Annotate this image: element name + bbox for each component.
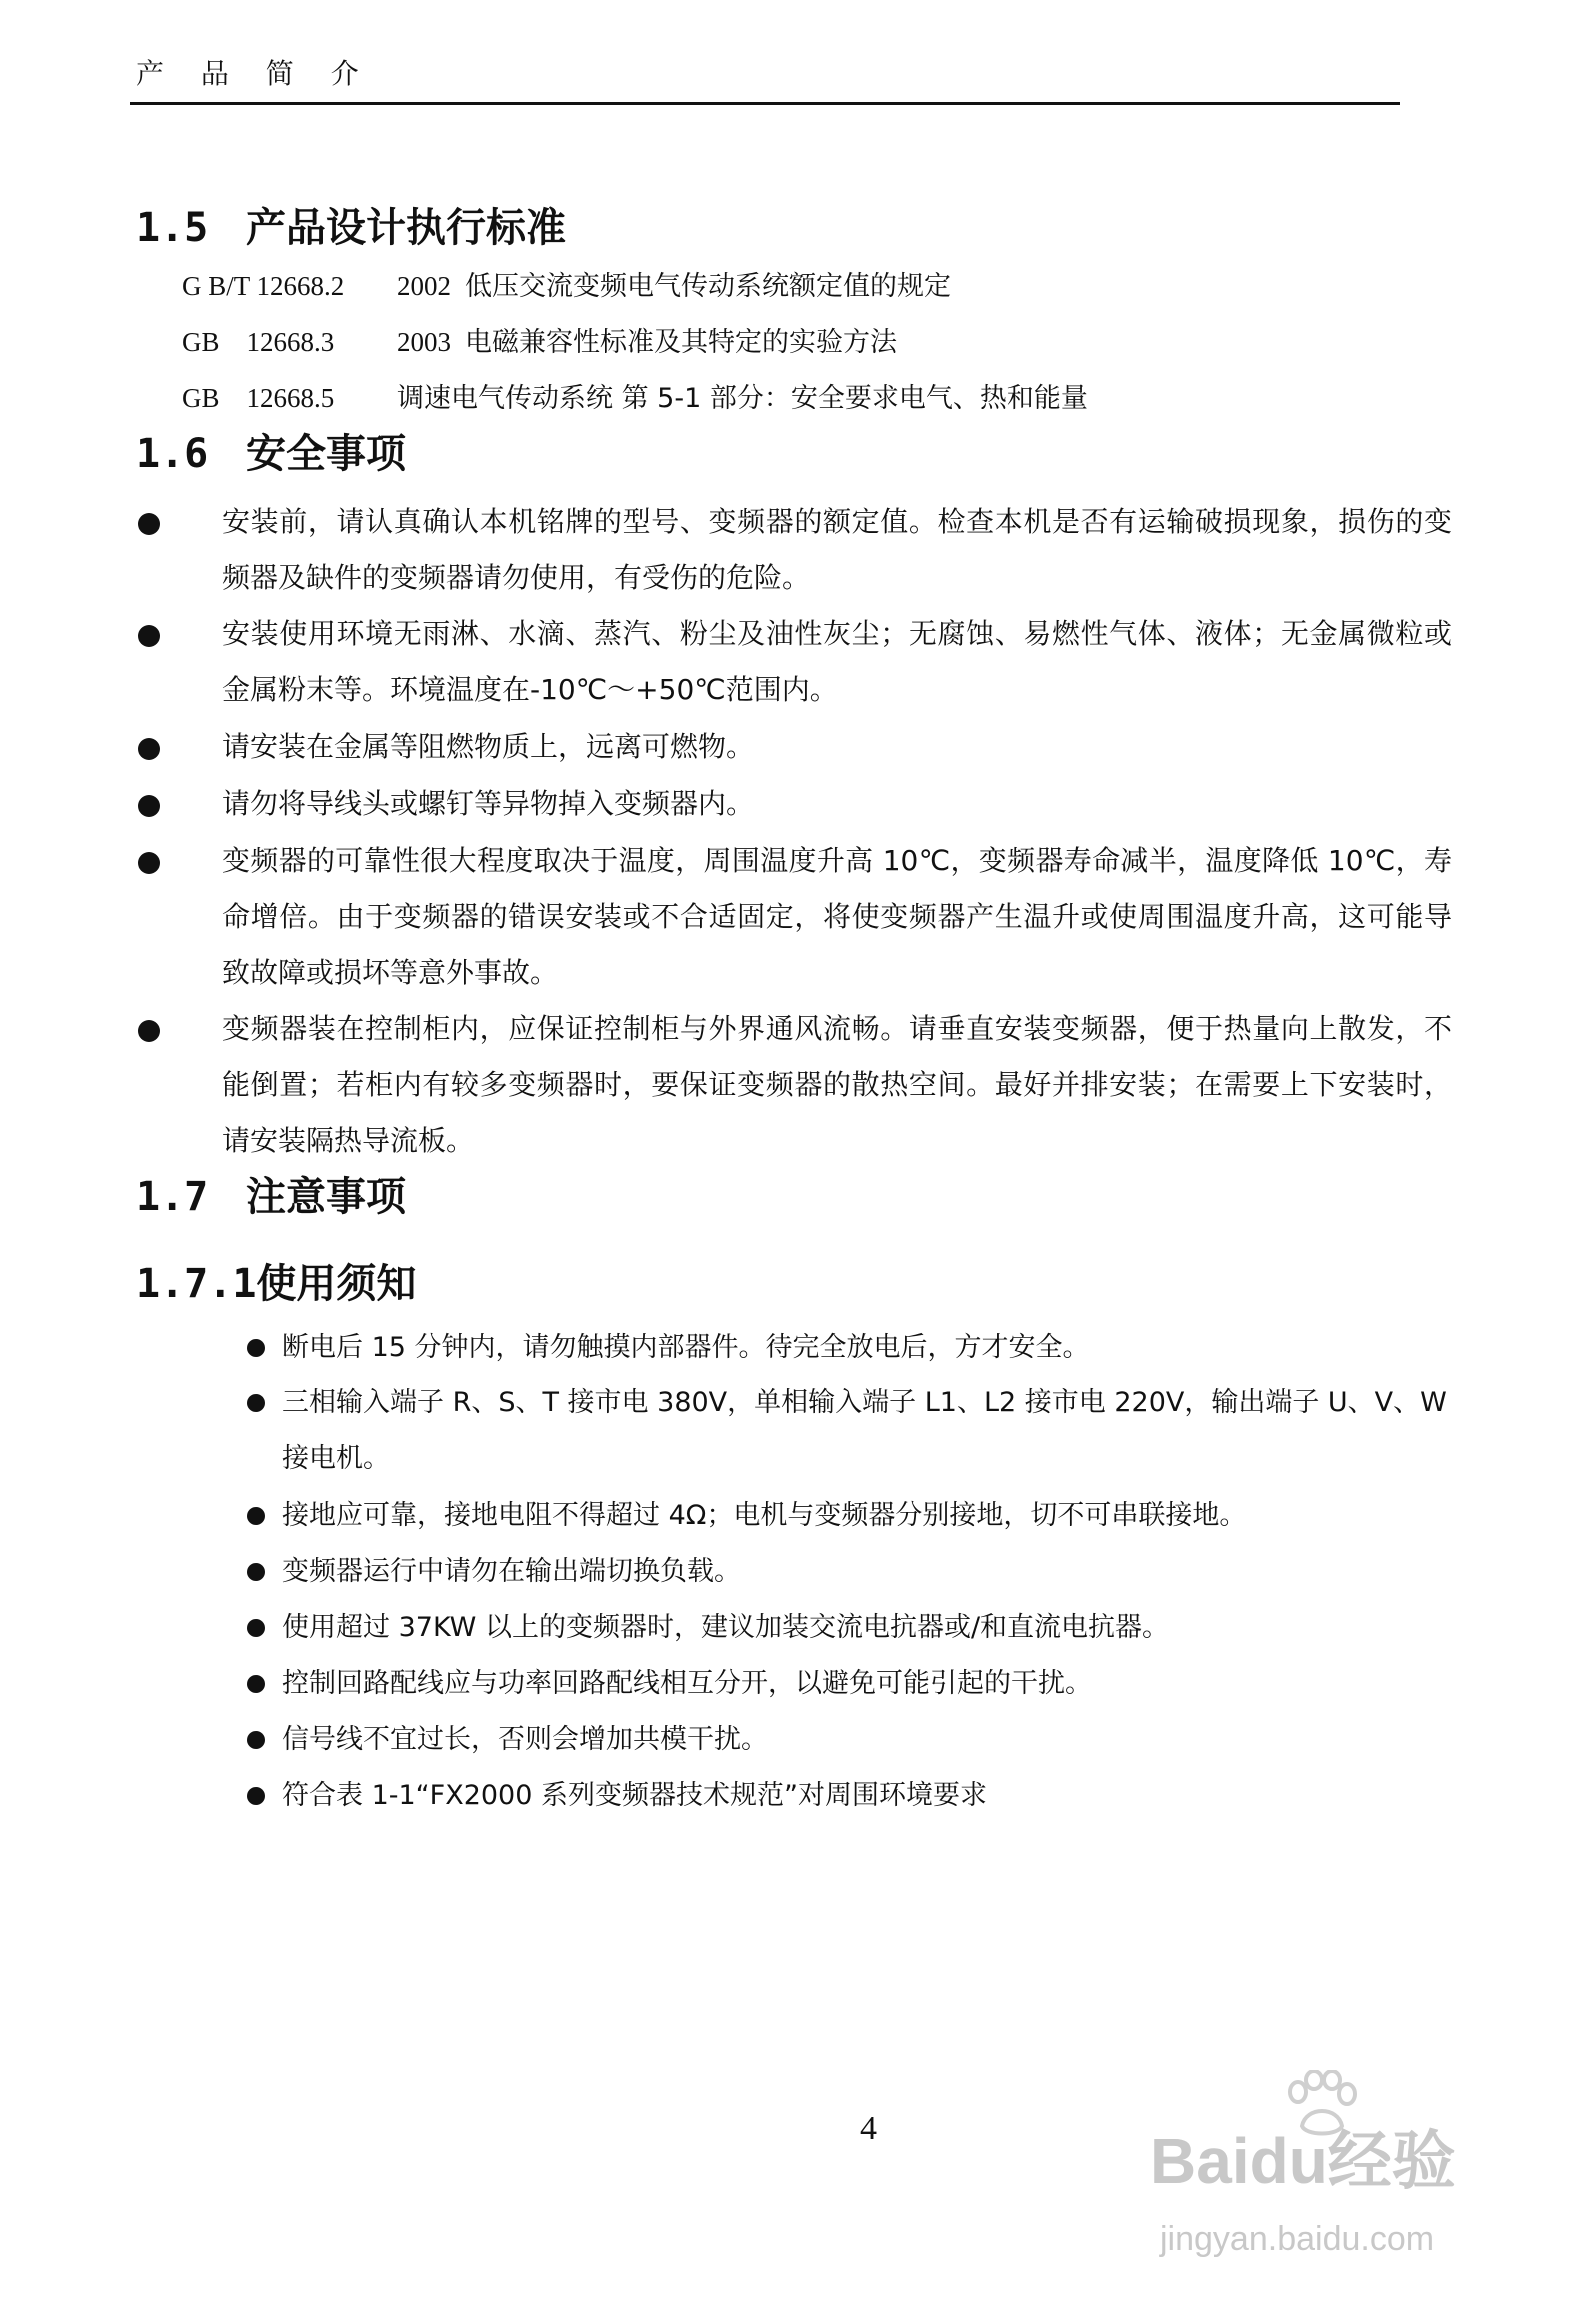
section-heading-1-7 [136, 1165, 406, 1222]
header-rule [130, 102, 1400, 105]
usage-item: 控制回路配线应与功率回路配线相互分开，以避免可能引起的干扰。 [282, 1668, 1092, 1699]
standard-year: 2003 [397, 327, 451, 357]
standard-item [182, 376, 1088, 415]
standard-item [182, 320, 897, 359]
subsection-heading-1-7-1 [136, 1252, 416, 1309]
running-header: 产 品 简 介 [136, 57, 373, 90]
bullet-dot [247, 1787, 265, 1805]
usage-item: 信号线不宜过长，否则会增加共模干扰。 [282, 1724, 768, 1755]
bullet-dot [247, 1394, 265, 1412]
bullet-dot [138, 1020, 160, 1042]
bullet-dot [247, 1563, 265, 1581]
bullet-dot [247, 1675, 265, 1693]
usage-item: 符合表 1-1“FX2000 系列变频器技术规范”对周围环境要求 [282, 1780, 987, 1811]
usage-item: 断电后 15 分钟内，请勿触摸内部器件。待完全放电后，方才安全。 [282, 1332, 1090, 1363]
bullet-dot [138, 625, 160, 647]
standard-item [182, 264, 951, 303]
bullet-dot [247, 1731, 265, 1749]
section-number: 1.6 [136, 431, 209, 477]
safety-item: 变频器的可靠性很大程度取决于温度，周围温度升高 10℃，变频器寿命减半，温度降低 10℃，寿命增倍。由于变频器的错误安装或不合适固定，将使变频器产生温升或使周围温度升高，这可能导致故障或损坏等意外事故。 [222, 844, 1452, 989]
bullet-dot [247, 1339, 265, 1357]
safety-item: 请勿将导线头或螺钉等异物掉入变频器内。 [222, 787, 755, 820]
bullet-dot [247, 1507, 265, 1525]
standard-title: 电磁兼容性标准及其特定的实验方法 [465, 327, 897, 358]
section-number: 1.7 [136, 1174, 209, 1220]
usage-item: 使用超过 37KW 以上的变频器时，建议加装交流电抗器或/和直流电抗器。 [282, 1612, 1170, 1643]
bullet-dot [138, 795, 160, 817]
bullet-dot [138, 513, 160, 535]
safety-item: 请安装在金属等阻燃物质上，远离可燃物。 [222, 730, 755, 763]
section-number: 1.5 [136, 205, 209, 251]
standard-code: GB 12668.5 [182, 383, 335, 413]
standard-code: G B/T 12668.2 [182, 271, 345, 301]
section-heading-1-5 [136, 196, 566, 253]
usage-item: 三相输入端子 R、S、T 接市电 380V，单相输入端子 L1、L2 接市电 220V，输出端子 U、V、W 接电机。 [282, 1387, 1447, 1474]
section-title: 使用须知 [256, 1261, 417, 1307]
standard-title: 低压交流变频电气传动系统额定值的规定 [465, 271, 951, 302]
standard-title: 调速电气传动系统 第 5-1 部分：安全要求电气、热和能量 [397, 383, 1088, 414]
watermark-logo: Baidu经验 [1150, 2125, 1456, 2197]
safety-item: 变频器装在控制柜内，应保证控制柜与外界通风流畅。请垂直安装变频器，便于热量向上散发，不能倒置；若柜内有较多变频器时，要保证变频器的散热空间。最好并排安装；在需要上下安装时，请安装隔热导流板。 [222, 1012, 1452, 1157]
standard-year: 2002 [397, 271, 451, 301]
baidu-watermark [1150, 2070, 1480, 2280]
safety-item: 安装使用环境无雨淋、水滴、蒸汽、粉尘及油性灰尘；无腐蚀、易燃性气体、液体；无金属微粒或金属粉末等。环境温度在-10℃～+50℃范围内。 [222, 617, 1452, 706]
safety-item: 安装前，请认真确认本机铭牌的型号、变频器的额定值。检查本机是否有运输破损现象，损伤的变频器及缺件的变频器请勿使用，有受伤的危险。 [222, 505, 1452, 594]
standard-code: GB 12668.3 [182, 327, 335, 357]
watermark-url: jingyan.baidu.com [1160, 2220, 1435, 2258]
page-number: 4 [860, 2110, 877, 2147]
section-title: 安全事项 [246, 431, 406, 477]
section-title: 注意事项 [246, 1174, 406, 1220]
usage-item: 接地应可靠，接地电阻不得超过 4Ω；电机与变频器分别接地，切不可串联接地。 [282, 1500, 1247, 1531]
bullet-dot [138, 738, 160, 760]
section-heading-1-6 [136, 422, 406, 479]
section-number: 1.7.1 [136, 1261, 257, 1307]
bullet-dot [138, 852, 160, 874]
usage-item: 变频器运行中请勿在输出端切换负载。 [282, 1556, 741, 1587]
section-title: 产品设计执行标准 [246, 205, 566, 251]
bullet-dot [247, 1619, 265, 1637]
